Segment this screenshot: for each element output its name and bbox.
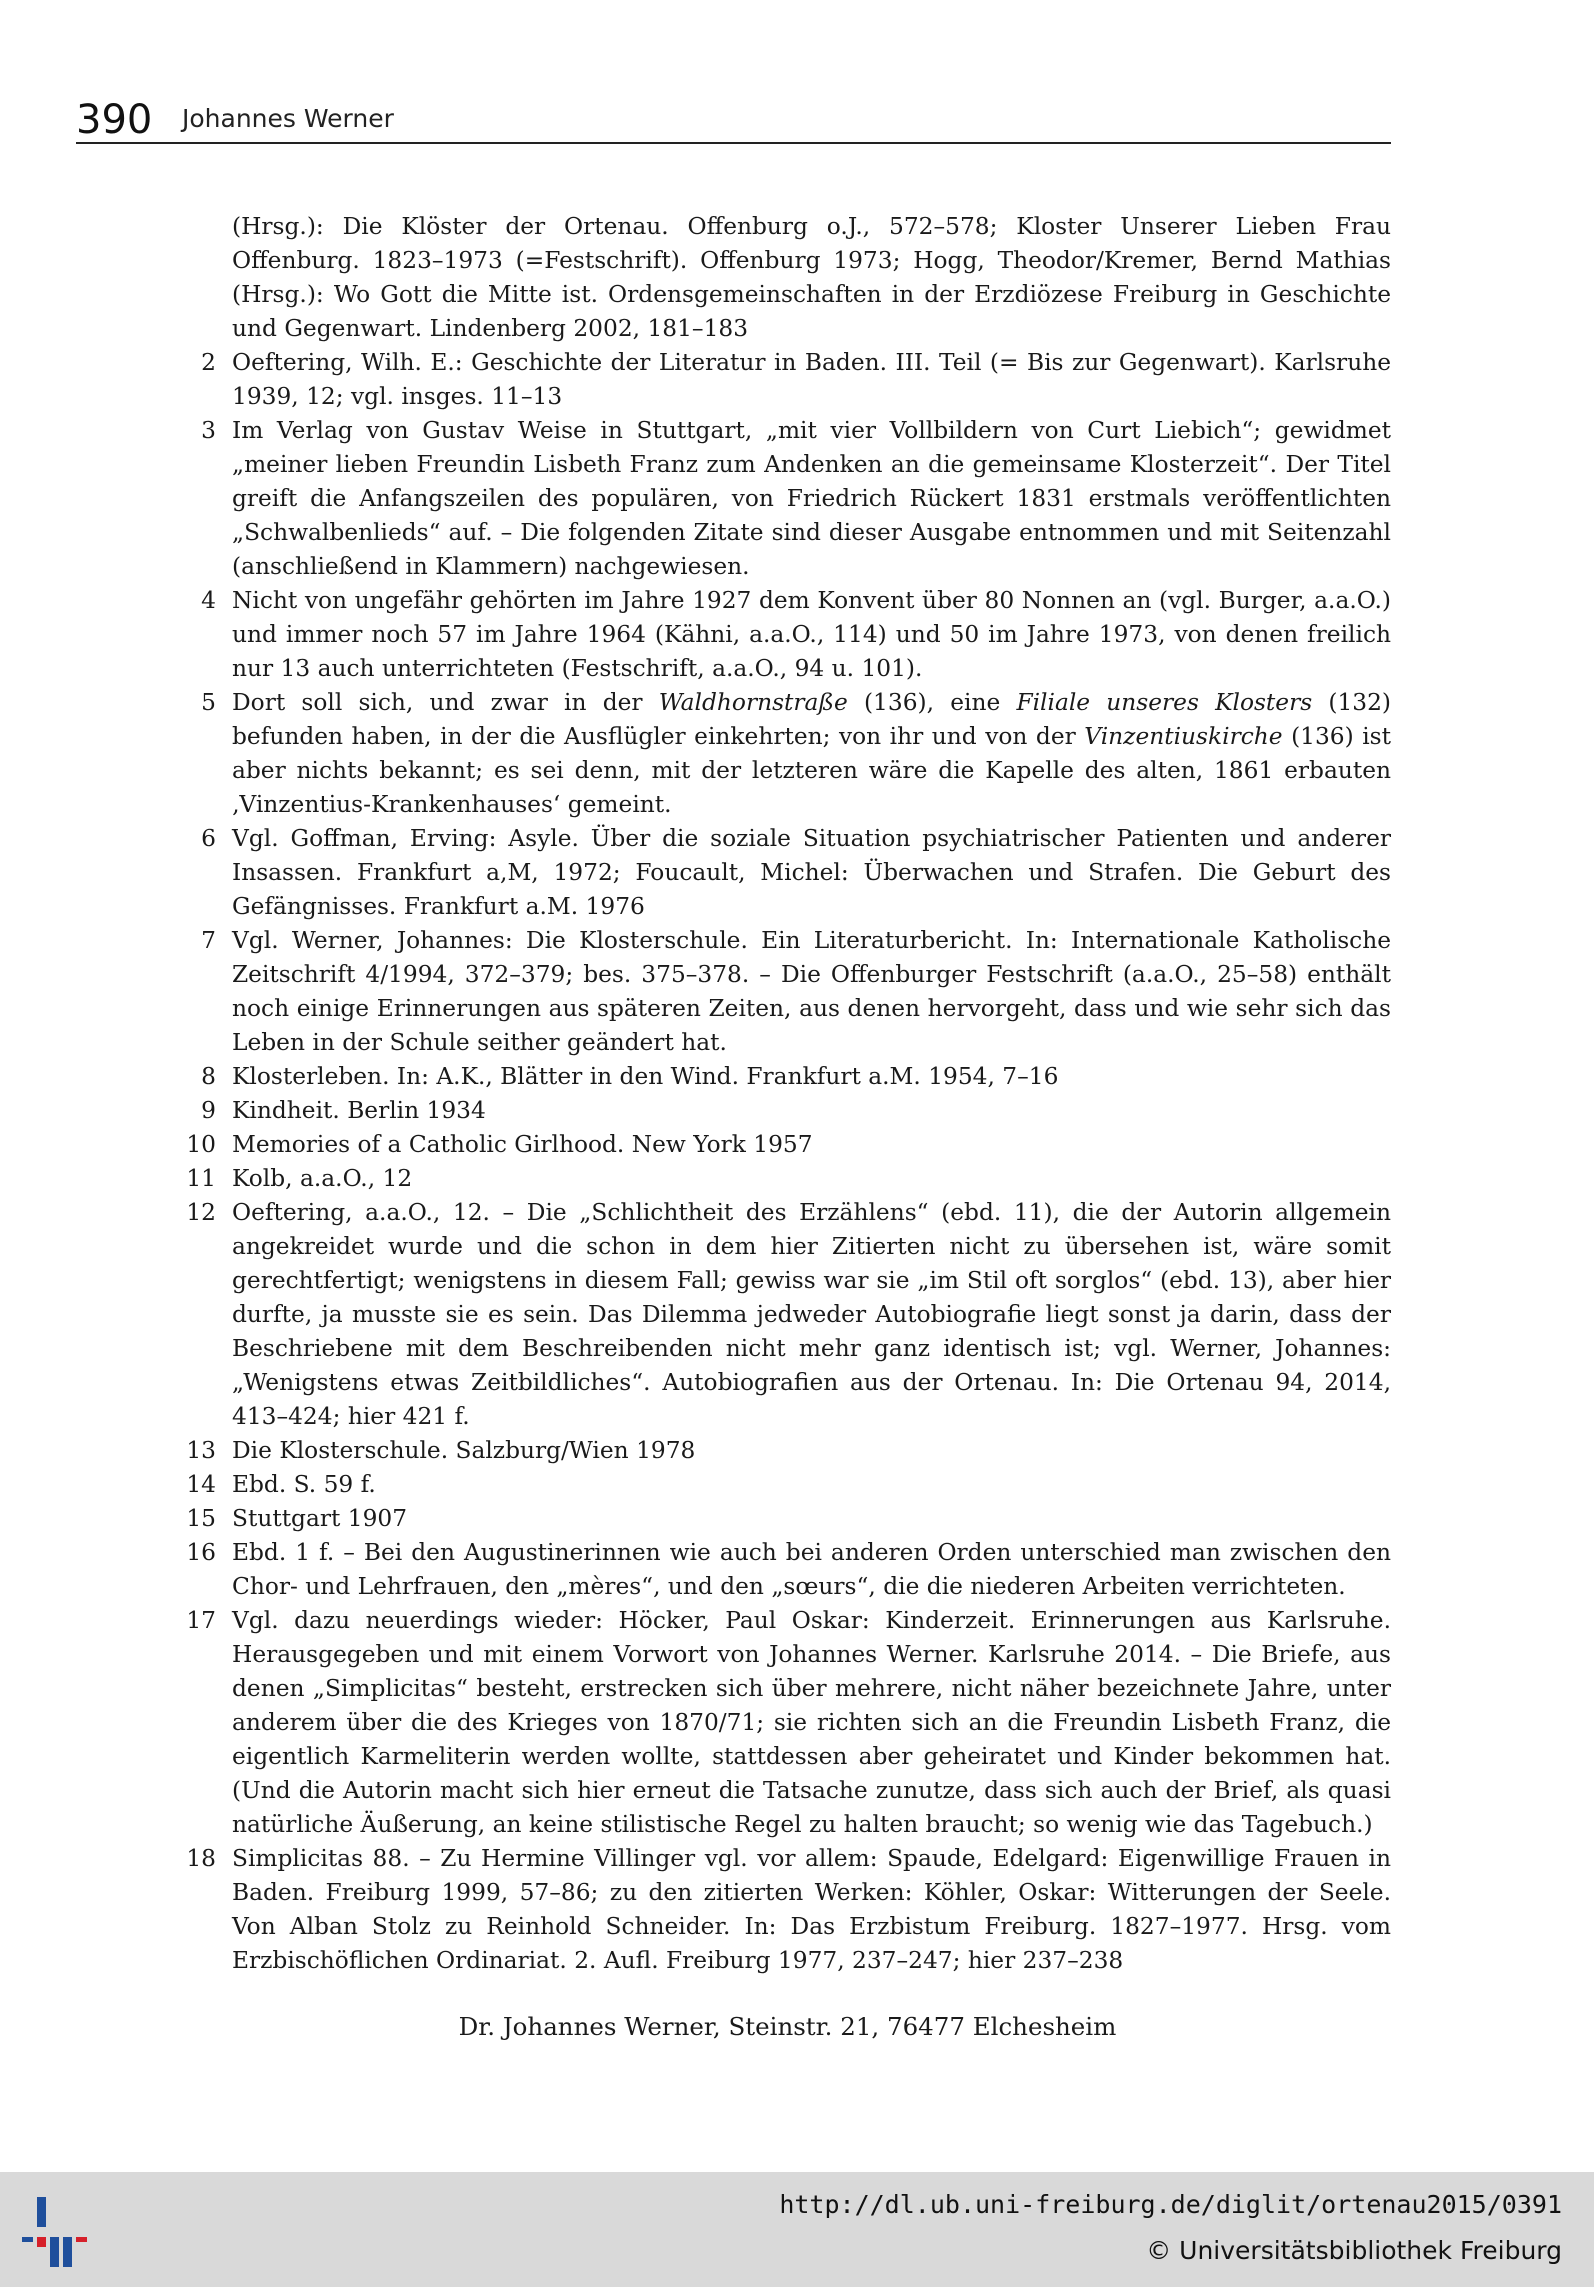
endnote-italic-text: Vinzentiuskirche [1084,723,1283,750]
author-address: Dr. Johannes Werner, Steinstr. 21, 76477 Elchesheim [458,2012,1117,2041]
endnote-item [168,924,1391,1060]
ub-freiburg-logo-icon [20,2192,100,2272]
endnote-item [168,1434,1391,1468]
endnote-italic-text: Filiale unseres Klosters [1016,689,1313,716]
endnote-text: Klosterleben. In: A.K., Blätter in den Wind. Frankfurt a.M. 1954, 7–16 [232,1063,1059,1090]
footer-band [0,2172,1594,2287]
endnote-item [168,1536,1391,1604]
page-number: 390 [76,97,153,143]
endnote-number: 4 [201,587,216,614]
endnote-text: Oeftering, a.a.O., 12. – Die „Schlichtheit des Erzählens“ (ebd. 11), die der Autorin allgemein angekreidet wurde und die schon in dem hier Zitierten nicht zu übersehen ist, wäre somit gerechtfertigt; wenigstens in diesem Fall; gewiss war sie „im Stil oft sorglos“ (ebd. 13), aber hier durfte, ja musste sie es sein. Das Dilemma jedweder Autobiografie liegt sonst ja darin, dass der Beschriebene mit dem Beschreibenden nicht mehr ganz identisch ist; vgl. Werner, Johannes: „Wenigstens etwas Zeitbildliches“. Autobiografien aus der Ortenau. In: Die Ortenau 94, 2014, 413–424; hier 421 f. [232,1199,1391,1430]
endnote-number: 14 [186,1471,216,1498]
page-header [76,97,1391,144]
endnote-number: 5 [201,689,216,716]
endnote-item [168,1094,1391,1128]
copyright-notice: © Universitätsbibliothek Freiburg [1146,2236,1562,2265]
endnote-text: Die Klosterschule. Salzburg/Wien 1978 [232,1437,696,1464]
endnote-text: (136) ist aber nichts bekannt; es sei denn, mit der letzteren wäre die Kapelle des alten, 1861 erbauten ‚Vinzentius-Krankenhauses‘ gemeint. [232,723,1392,818]
endnote-text: Nicht von ungefähr gehörten im Jahre 1927 dem Konvent über 80 Nonnen an (vgl. Burger, a.a.O.) und immer noch 57 im Jahre 1964 (Kähni, a.a.O., 114) und 50 im Jahre 1973, von denen freilich nur 13 auch unterrichteten (Festschrift, a.a.O., 94 u. 101). [232,587,1391,682]
endnote-text: (Hrsg.): Die Klöster der Ortenau. Offenburg o.J., 572–578; Kloster Unserer Lieben Frau Offenburg. 1823–1973 (=Festschrift). Offenburg 1973; Hogg, Theodor/Kremer, Bernd Mathias (Hrsg.): Wo Gott die Mitte ist. Ordensgemeinschaften in der Erzdiözese Freiburg in Geschichte und Gegenwart. Lindenberg 2002, 181–183 [232,213,1391,342]
endnote-item [168,1162,1391,1196]
endnote-italic-text: Waldhornstraße [658,689,848,716]
endnote-item [168,686,1391,822]
endnote-number: 9 [201,1097,216,1124]
endnote-text: Memories of a Catholic Girlhood. New York 1957 [232,1131,813,1158]
endnote-item [168,1842,1391,1978]
endnote-item [168,1196,1391,1434]
endnote-text: Kolb, a.a.O., 12 [232,1165,413,1192]
endnote-item [168,346,1391,414]
endnote-item [168,1604,1391,1842]
endnote-item [168,822,1391,924]
endnote-number: 3 [201,417,216,444]
endnote-item [168,584,1391,686]
endnote-number: 18 [186,1845,216,1872]
endnote-text: (136), eine [847,689,1017,716]
endnote-number: 7 [201,927,216,954]
endnote-number: 6 [201,825,216,852]
running-head: Johannes Werner [182,104,394,133]
endnote-text: Vgl. Werner, Johannes: Die Klosterschule. Ein Literaturbericht. In: Internationale Katholische Zeitschrift 4/1994, 372–379; bes. 375–378. – Die Offenburger Festschrift (a.a.O., 25–58) enthält noch einige Erinnerungen aus späteren Zeiten, aus denen hervorgeht, dass und wie sehr sich das Leben in der Schule seither geändert hat. [232,927,1391,1056]
endnotes-list [168,210,1391,1978]
endnote-item [168,1060,1391,1094]
endnote-number: 13 [186,1437,216,1464]
endnote-number: 10 [186,1131,216,1158]
endnote-item [168,1128,1391,1162]
endnote-number: 8 [201,1063,216,1090]
endnote-item [168,1468,1391,1502]
endnote-item [168,414,1391,584]
endnote-item [168,210,1391,346]
endnote-text: Oeftering, Wilh. E.: Geschichte der Literatur in Baden. III. Teil (= Bis zur Gegenwart). Karlsruhe 1939, 12; vgl. insges. 11–13 [232,349,1391,410]
endnote-text: (132) befunden haben, in der die Ausflügler einkehrten; von ihr und von der [232,689,1392,750]
endnote-number: 17 [186,1607,216,1634]
endnote-text: Stuttgart 1907 [232,1505,408,1532]
endnote-text: Dort soll sich, und zwar in der [232,689,659,716]
endnote-number: 2 [201,349,216,376]
endnote-number: 11 [186,1165,216,1192]
endnote-text: Vgl. dazu neuerdings wieder: Höcker, Paul Oskar: Kinderzeit. Erinnerungen aus Karlsruhe. Herausgegeben und mit einem Vorwort von Johannes Werner. Karlsruhe 2014. – Die Briefe, aus denen „Simplicitas“ besteht, erstrecken sich über mehrere, nicht näher bezeichnete Jahre, unter anderem über die des Krieges von 1870/71; sie richten sich an die Freundin Lisbeth Franz, die eigentlich Karmeliterin werden wollte, stattdessen aber geheiratet und Kinder bekommen hat. (Und die Autorin macht sich hier erneut die Tatsache zunutze, dass sich auch der Brief, als quasi natürliche Äußerung, an keine stilistische Regel zu halten braucht; so wenig wie das Tagebuch.) [232,1607,1391,1838]
endnote-text: Im Verlag von Gustav Weise in Stuttgart, „mit vier Vollbildern von Curt Liebich“; gewidmet „meiner lieben Freundin Lisbeth Franz zum Andenken an die gemeinsame Klosterzeit“. Der Titel greift die Anfangszeilen des populären, von Friedrich Rückert 1831 erstmals veröffentlichten „Schwalbenlieds“ auf. – Die folgenden Zitate sind dieser Ausgabe entnommen und mit Seitenzahl (anschließend in Klammern) nachgewiesen. [232,417,1391,580]
endnote-item [168,1502,1391,1536]
endnote-number: 15 [186,1505,216,1532]
source-url[interactable]: http://dl.ub.uni-freiburg.de/diglit/ortenau2015/0391 [779,2190,1562,2219]
endnote-text: Ebd. 1 f. – Bei den Augustinerinnen wie auch bei anderen Orden unterschied man zwischen den Chor- und Lehrfrauen, den „mères“, und den „sœurs“, die die niederen Arbeiten verrichteten. [232,1539,1391,1600]
endnote-text: Ebd. S. 59 f. [232,1471,376,1498]
endnote-number: 16 [186,1539,216,1566]
endnote-text: Kindheit. Berlin 1934 [232,1097,486,1124]
endnote-text: Vgl. Goffman, Erving: Asyle. Über die soziale Situation psychiatrischer Patienten und anderer Insassen. Frankfurt a,M, 1972; Foucault, Michel: Überwachen und Strafen. Die Geburt des Gefängnisses. Frankfurt a.M. 1976 [232,825,1391,920]
endnote-text: Simplicitas 88. – Zu Hermine Villinger vgl. vor allem: Spaude, Edelgard: Eigenwillige Frauen in Baden. Freiburg 1999, 57–86; zu den zitierten Werken: Köhler, Oskar: Witterungen der Seele. Von Alban Stolz zu Reinhold Schneider. In: Das Erzbistum Freiburg. 1827–1977. Hrsg. vom Erzbischöflichen Ordinariat. 2. Aufl. Freiburg 1977, 237–247; hier 237–238 [232,1845,1391,1974]
endnote-number: 12 [186,1199,216,1226]
